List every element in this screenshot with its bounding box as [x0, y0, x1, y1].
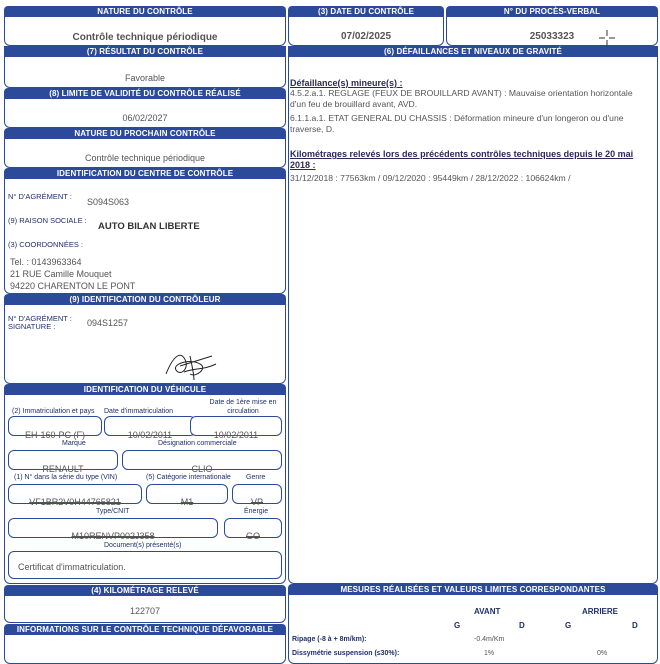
dissym-avant-value: 1% — [484, 650, 495, 657]
mineures-heading: Défaillance(s) mineure(s) : — [290, 78, 403, 88]
designation-value: CLIO — [191, 464, 213, 474]
date-immat-value: 10/02/2011 — [127, 430, 173, 440]
mesures-avant-g: G — [454, 621, 461, 630]
centre-address2: 94220 CHARENTON LE PONT — [10, 281, 136, 291]
dissym-label: Dissymétrie suspension (≤30%): — [292, 650, 400, 657]
defaillance-item-2: 6.1.1.a.1. ETAT GENERAL DU CHASSIS : Déformation mineure d'un longeron ou d'une traverse, D. — [290, 113, 624, 134]
kilometrage-title: (4) KILOMÉTRAGE RELEVÉ — [4, 585, 286, 596]
dissym-arriere-value: 0% — [597, 650, 608, 657]
mesures-title: MESURES RÉALISÉES ET VALEURS LIMITES CORRESPONDANTES — [288, 584, 658, 595]
centre-agrement-label: N° D'AGRÉMENT : — [8, 192, 72, 201]
km-history: 31/12/2018 : 77563km / 09/12/2020 : 95449km / 28/12/2022 : 106624km / — [290, 173, 571, 183]
defaillances-title: (6) DÉFAILLANCES ET NIVEAUX DE GRAVITÉ — [288, 46, 658, 57]
date-circ-label: Date de 1ère mise en circulation — [209, 399, 277, 415]
date-circ-value: 10/02/2011 — [213, 430, 259, 440]
centre-title: IDENTIFICATION DU CENTRE DE CONTRÔLE — [4, 168, 286, 179]
mesures-arriere-g: G — [565, 621, 572, 630]
limite-title: (8) LIMITE DE VALIDITÉ DU CONTRÔLE RÉALISÉ — [4, 88, 286, 99]
immat-label: (2) Immatriculation et pays — [12, 408, 95, 415]
controleur-agrement-value: 094S1257 — [87, 318, 129, 328]
centre-raison-value: AUTO BILAN LIBERTE — [98, 221, 200, 232]
energie-label: Énergie — [244, 508, 269, 515]
pv-title: N° DU PROCÈS-VERBAL — [446, 6, 658, 17]
pv-value: 25033323 — [529, 31, 575, 42]
centre-tel: Tel. : 0143963364 — [10, 257, 82, 267]
date-controle-title: (3) DATE DU CONTRÔLE — [288, 6, 444, 17]
km-heading: Kilométrages relevés lors des précédents contrôles techniques depuis le 20 mai 2018 : — [290, 149, 634, 170]
controleur-signature-label: SIGNATURE : — [8, 322, 56, 331]
centre-raison-label: (9) RAISON SOCIALE : — [8, 216, 87, 225]
limite-value: 06/02/2027 — [122, 113, 168, 123]
centre-address1: 21 RUE Camille Mouquet — [10, 269, 112, 279]
genre-label: Genre — [246, 474, 266, 481]
centre-agrement-value: S094S063 — [87, 197, 130, 207]
categorie-value: M1 — [180, 497, 194, 507]
mesures-avant-d: D — [519, 621, 525, 630]
defaillance-item-1: 4.5.2.a.1. REGLAGE (FEUX DE BROUILLARD AVANT) : Mauvaise orientation horizontale d'un feu de brouillard avant, AVD. — [290, 88, 633, 109]
designation-label: Désignation commerciale — [158, 440, 237, 447]
resultat-value: Favorable — [124, 73, 166, 83]
marque-label: Marque — [62, 440, 86, 447]
energie-value: GO — [245, 531, 260, 541]
ripage-value: -0.4m/Km — [474, 636, 505, 643]
crosshair-cursor-icon — [599, 30, 615, 46]
vin-label: (1) N° dans la série du type (VIN) — [14, 474, 118, 481]
mesures-avant-label: AVANT — [474, 607, 501, 616]
vin-value: VF1BR2V0H44765821 — [29, 497, 121, 507]
prochain-title: NATURE DU PROCHAIN CONTRÔLE — [4, 128, 286, 139]
kilometrage-value: 122707 — [129, 606, 161, 616]
nature-controle-title: NATURE DU CONTRÔLE — [4, 6, 286, 17]
controleur-agrement-label: N° D'AGRÉMENT : — [8, 314, 72, 323]
controleur-box — [4, 294, 286, 384]
categorie-label: (5) Catégorie internationale — [146, 474, 231, 481]
signature-image — [160, 344, 222, 382]
documents-value: Certificat d'immatriculation. — [18, 562, 126, 572]
immat-value: EH-160-PC (F) — [24, 430, 85, 440]
type-value: M10RENVP002J358 — [71, 531, 155, 541]
type-label: Type/CNIT — [96, 508, 130, 515]
resultat-title: (7) RÉSULTAT DU CONTRÔLE — [4, 46, 286, 57]
prochain-value: Contrôle technique périodique — [84, 153, 206, 163]
nature-controle-value: Contrôle technique périodique — [72, 32, 218, 43]
mesures-arriere-label: ARRIERE — [582, 607, 619, 616]
marque-value: RENAULT — [42, 464, 84, 474]
date-immat-label: Date d'immatriculation — [104, 408, 174, 415]
date-controle-value: 07/02/2025 — [340, 31, 392, 42]
vehicule-title: IDENTIFICATION DU VÉHICULE — [4, 384, 286, 395]
defavorable-title: INFORMATIONS SUR LE CONTRÔLE TECHNIQUE DÉFAVORABLE — [4, 624, 286, 635]
controleur-title: (9) IDENTIFICATION DU CONTRÔLEUR — [4, 294, 286, 305]
centre-coord-label: (3) COORDONNÉES : — [8, 240, 84, 249]
mesures-arriere-d: D — [632, 621, 638, 630]
ripage-label: Ripage (-8 à + 8m/km): — [292, 636, 367, 643]
genre-value: VP — [250, 497, 263, 507]
documents-label: Document(s) présenté(s) — [104, 542, 182, 549]
